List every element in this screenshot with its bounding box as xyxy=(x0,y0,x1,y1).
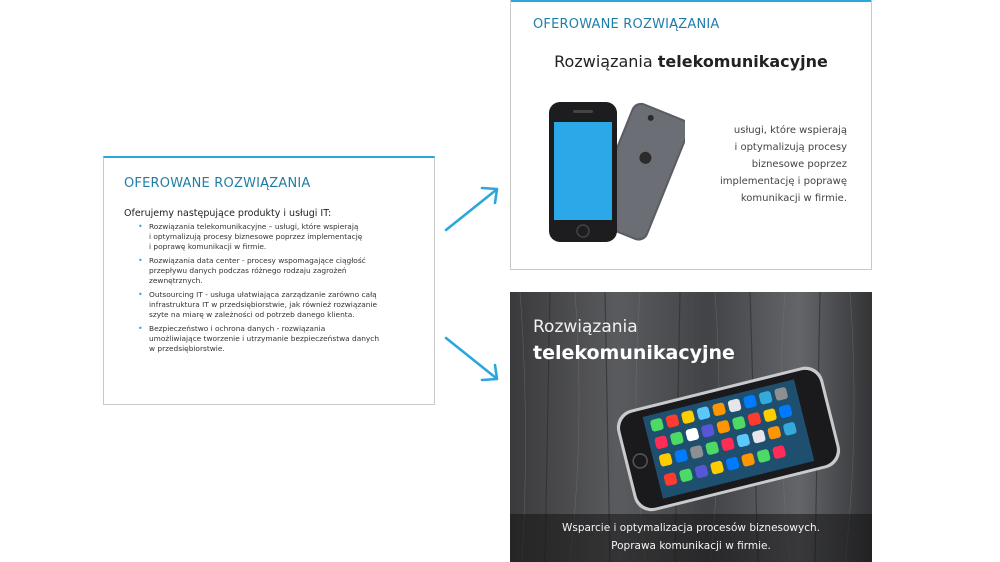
bullet-data-center: • Rozwiązania data center - procesy wspomagające ciągłość przepływu danych podczas różnego rodzaju zagrożeń zewnętrznych. xyxy=(138,256,416,286)
photo-caption-bar xyxy=(510,514,872,562)
title-light: Rozwiązania xyxy=(554,52,658,71)
photo-title-line1: Rozwiązania xyxy=(533,317,638,337)
slide-telecom-light xyxy=(510,0,872,270)
accent-bar xyxy=(511,0,871,2)
smartphone-homescreen-illustration xyxy=(608,362,848,512)
bullet-telecom: • Rozwiązania telekomunikacyjne – usługi, które wspierają i optymalizują procesy biznesowe poprzez implementację i poprawę komunikacji w firmie. xyxy=(138,222,416,252)
bullet-security: • Bezpieczeństwo i ochrona danych - rozwiązania umożliwiające tworzenie i utrzymanie bezpieczeństwa danych w przedsiębiorstwie. xyxy=(138,324,416,354)
slide-intro: Oferujemy następujące produkty i usługi IT: xyxy=(124,208,332,219)
slide-title xyxy=(511,52,871,71)
caption-line1: Wsparcie i optymalizacja procesów biznesowych. xyxy=(561,522,820,534)
smartphones-illustration xyxy=(545,96,685,256)
slide-heading: OFEROWANE ROZWIĄZANIA xyxy=(124,176,311,191)
arrow-up-right-icon xyxy=(440,180,506,236)
slide-overview xyxy=(103,156,435,405)
bullet-list xyxy=(138,222,416,358)
photo-title-line2: telekomunikacyjne xyxy=(533,342,735,364)
caption-line2: Poprawa komunikacji w firmie. xyxy=(611,540,771,552)
arrow-down-right-icon xyxy=(440,332,506,388)
slide-heading: OFEROWANE ROZWIĄZANIA xyxy=(533,17,720,32)
title-bold: telekomunikacyjne xyxy=(657,52,828,71)
slide-description: usługi, które wspierają i optymalizują procesy biznesowe poprzez implementację i poprawę komunikacji w firmie. xyxy=(719,125,847,204)
slide-telecom-photo xyxy=(510,292,872,562)
bullet-outsourcing: • Outsourcing IT - usługa ułatwiająca zarządzanie zarówno całą infrastruktura IT w przedsiębiorstwie, jak również rozwiązanie szyte na miarę w zależności od potrzeb danego klienta. xyxy=(138,290,416,320)
